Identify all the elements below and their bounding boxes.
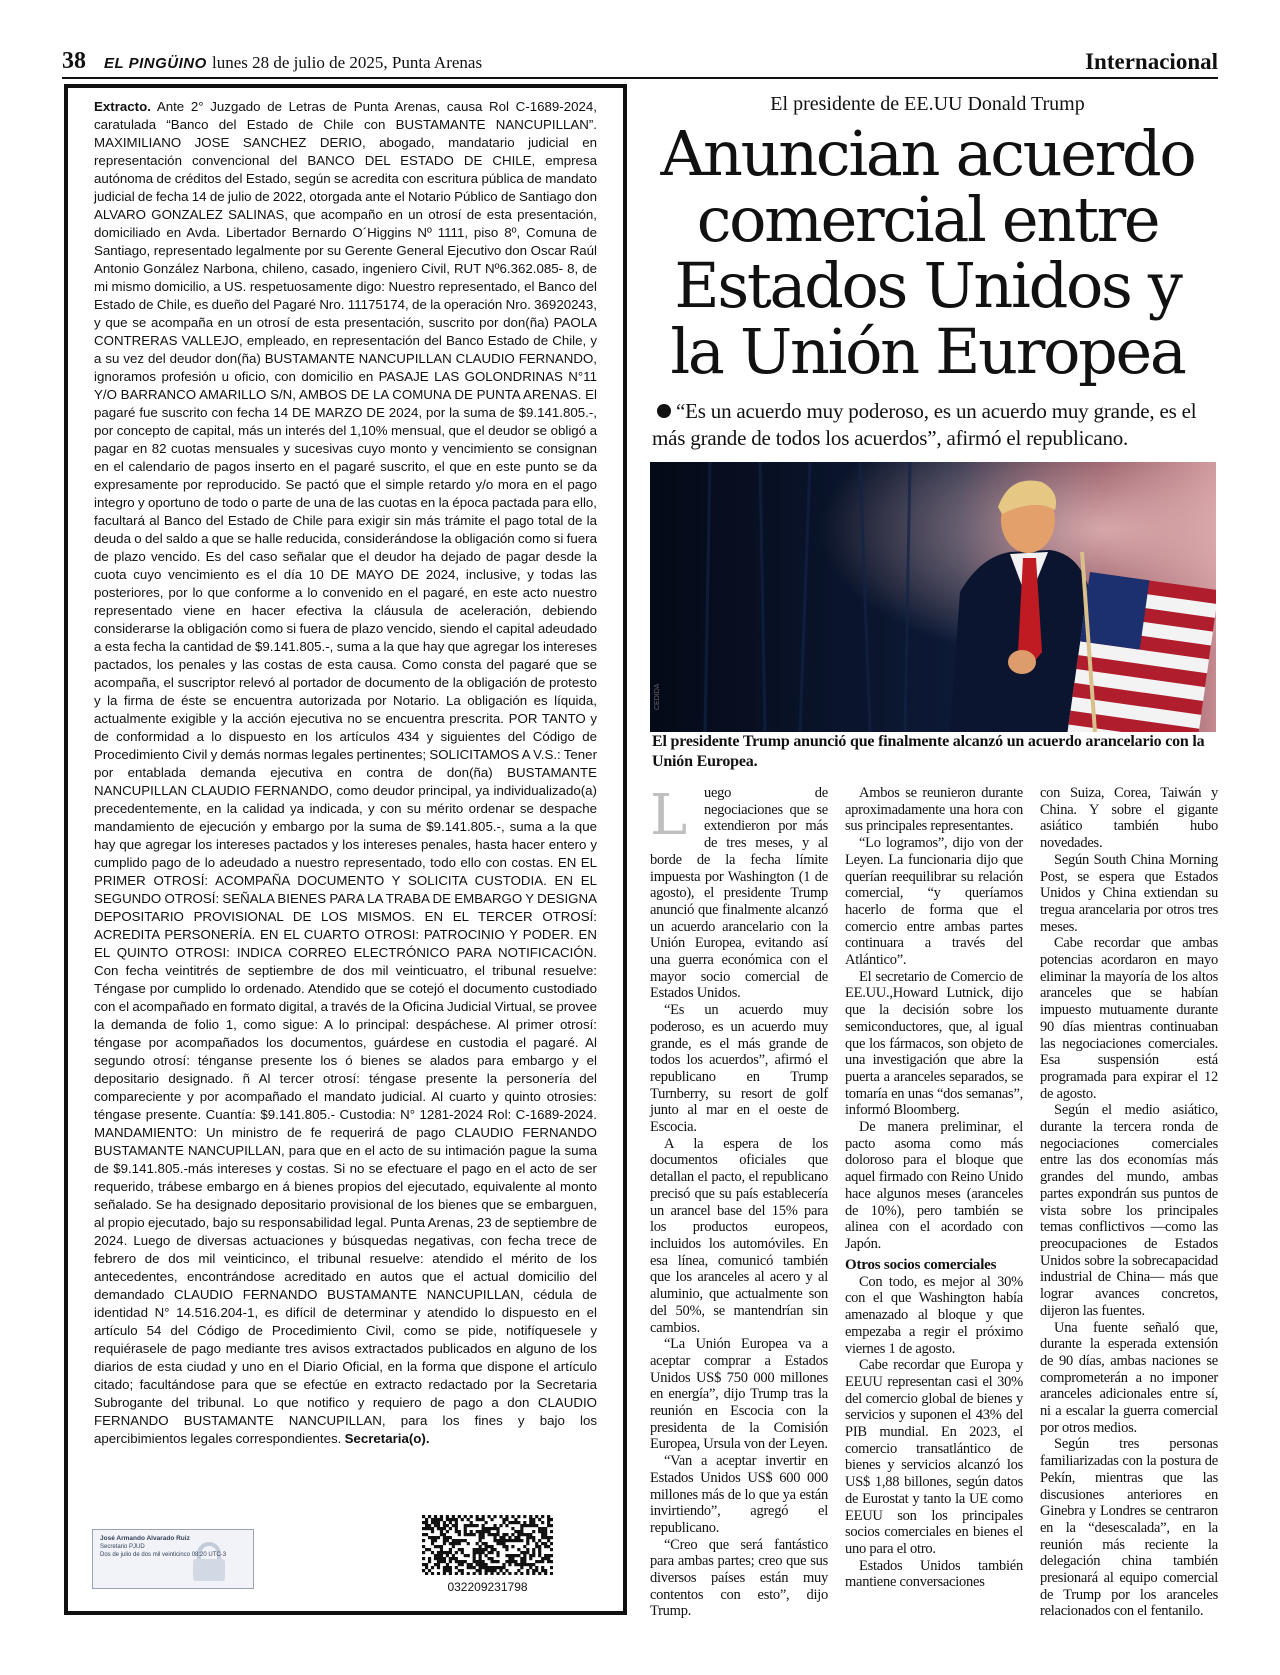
article-subhead: Otros socios comerciales	[845, 1256, 997, 1273]
article-paragraph: “Es un acuerdo muy poderoso, es un acuerdo muy grande, es el más grande de todos los acuerdos”, afirmó el republicano en Trump Turnberry, su resort de golf junto al mar en el oeste de Escocia.	[650, 1002, 828, 1136]
article-paragraph: Estados Unidos también mantiene conversaciones	[845, 1557, 1023, 1591]
header-rule	[62, 77, 1218, 79]
signature-name: José Armando Alvarado Ruiz	[100, 1535, 190, 1542]
signature-title: Secretario PJUD	[100, 1544, 145, 1550]
article-paragraph: Cabe recordar que ambas potencias acordaron en mayo eliminar la mayoría de los altos aranceles que se habían impuesto mutuamente durante 90 días mientras continuaban las negociaciones comerciales. Esa suspensión está programada para expirar el 12 de agosto.	[1040, 935, 1218, 1102]
newspaper-brand: EL PINGÜINO	[104, 55, 207, 72]
notice-body: Ante 2° Juzgado de Letras de Punta Arenas, causa Rol C-1689-2024, caratulada “Banco del Estado de Chile con BUSTAMANTE NANCUPILLAN”. MAXIMILIANO JOSE SANCHEZ DERIO, abogado, mandatario judicial en representación convencional del BANCO DEL ESTADO DE CHILE, empresa autónoma de créditos del Estado, según se acredita con escritura pública de mandato judicial de fecha 14 de julio de 2022, otorgada ante el Notario Público de Santiago don ALVARO GONZALEZ SALINAS, que acompaño en un otrosí de esta presentación, domiciliado en Avda. Libertador Bernardo O´Higgins Nº 1111, piso 8º, Comuna de Santiago, representado legalmente por su Gerente General Ejecutivo don Oscar Raúl Antonio González Narbona, chileno, casado, ingeniero Civil, RUT Nº6.362.085- 8, de mi mismo domicilio, a US. respetuosamente digo: Nuestro representado, el Banco del Estado de Chile, es dueño del Pagaré Nro. 11175174, de la operación Nro. 36920243, y que se acompaña en un otrosí de esta presentación, suscrito por don(ña) PAOLA CONTRERAS VALLEJO, empleado, en representación del Banco Estado de Chile, y a su vez del deudor don(ña) BUSTAMANTE NANCUPILLAN CLAUDIO FERNANDO, ignoramos profesión u oficio, con domicilio en PASAJE LAS GOLONDRINAS N°11 Y/O BARRANCO AMARILLO S/N, AMBOS DE LA COMUNA DE PUNTA ARENAS. El pagaré fue suscrito con fecha 14 DE MARZO DE 2024, por la suma de $9.141.805.-, por concepto de capital, más un interés del 1,10% mensual, que el deudor se obligó a pagar en 82 cuotas mensuales y sucesivas cuyo monto y vencimiento se consignan en el calendario de pagos inserto en el pagaré suscrito, el que en este punto se da expresamente por reproducido. Se pactó que el simple retardo y/o mora en el pago integro y oportuno de todo o parte de una de las cuotas en la época pactada para ello, facultará al Banco del Estado de Chile para exigir sin más trámite el pago total de la deuda o del saldo a que se halle reducida, considerándose la obligación como si fuera de plazo vencido. Es del caso señalar que el deudor ha dejado de pagar desde la cuota cuyo vencimiento es el día 10 DE MAYO DE 2024, inclusive, y todas las posteriores, por lo que conforme a lo convenido en el pagaré, en este acto nuestro representado viene en hacer efectiva la cláusula de aceleración, debiendo considerarse la obligación como si fuera de plazo vencido, siendo el capital adeudado a esta fecha la cantidad de $9.141.805.-, suma a la que hay que agregar los intereses pactados, los penales y las costas de esta causa. Como consta del pagaré que se acompaña, el suscriptor relevó al portador de documento de la obligación de protesto y la firma de éste se encuentra autorizada por Notario. La obligación es líquida, actualmente exigible y la acción ejecutiva no se encuentra prescrita. POR TANTO y de conformidad a lo dispuesto en los artículos 434 y siguientes del Código de Procedimiento Civil y demás normas legales pertinentes; SOLICITAMOS A V.S.: Tener por entablada demanda ejecutiva en contra de don(ña) BUSTAMANTE NANCUPILLAN CLAUDIO FERNANDO, como deudor principal, ya individualizado(a) precedentemente, en la calidad ya indicada, y con su mérito ordenar se despache mandamiento de ejecución y embargo por la suma de $9.141.805.-, suma a la que hay que agregar los intereses pactados y los intereses penales, hasta hacer entero y cumplido pago de lo adeudado a nuestro representado, todo ello con costas. EN EL PRIMER OTROSÍ: ACOMPAÑA DOCUMENTO Y SOLICITA CUSTODIA. EN EL SEGUNDO OTROSÍ: SEÑALA BIENES PARA LA TRABA DE EMBARGO Y DESIGNA DEPOSITARIO PROVISIONAL DE LOS MISMOS. EN EL TERCER OTROSÍ: ACREDITA PERSONERÍA. EN EL CUARTO OTROSI: PATROCINIO Y PODER. EN EL QUINTO OTROSI: INDICA CORREO ELECTRÓNICO PARA NOTIFICACIÓN. Con fecha veintitrés de septiembre de dos mil veinticuatro, el tribunal resuelve: Téngase por cumplido lo ordenado. Atendido que se cotejó el documento custodiado con el acompañado en formato digital, a través de la Oficina Judicial Virtual, se provee la demanda de folio 1, como sigue: A lo principal: despáchese. Al primer otrosí: téngase por acompañados los documentos, guárdese en custodia el pagaré. Al segundo otrosí: ténganse presente los ó bienes se alados para embargo y el depositario designado. ñ Al tercer otrosí: téngase presente la personería del compareciente y por acompañado el mandato judicial. Al cuarto y quinto otrosies: téngase presente. Cuantía: $9.141.805.- Custodia: N° 1281-2024 Rol: C-1689-2024. MANDAMIENTO: Un ministro de fe requerirá de pago CLAUDIO FERNANDO BUSTAMANTE NANCUPILLAN, para que en el acto de su intimación pague la suma de $9.141.805.-más intereses y costas. Si no se efectuare el pago en el acto de ser requerido, trábese embargo en á bienes propios del ejecutado, equivalente al monto señalado. Se ha designado depositario provisional de los bienes que se embarguen, al propio ejecutado, bajo su responsabilidad legal. Punta Arenas, 23 de septiembre de 2024. Luego de diversas actuaciones y búsquedas negativas, con fecha trece de febrero de dos mil veinticinco, el tribunal resuelve: atendido el mérito de los antecedentes, encontrándose acreditado en autos que el actual domicilio del demandado CLAUDIO FERNANDO BUSTAMANTE NANCUPILLAN, cédula de identidad N° 14.516.204-1, es difícil de determinar y atendido lo dispuesto en el artículo 54 del Código de Procedimiento Civil, como se pide, notifíquesele y requiérasele de pago mediante tres avisos extractados publicados en alguno de los diarios de esta ciudad y uno en el Diario Oficial, en la forma que dispone el artículo citado; facultándose para que se efectúe en extracto redactado por la Secretaria Subrogante del tribunal. Lo que notifico y requiero de pago a don CLAUDIO FERNANDO BUSTAMANTE NANCUPILLAN, para los fines y bajo los apercibimientos legales correspondientes.	[94, 99, 597, 1446]
article-paragraph: A la espera de los documentos oficiales que detallan el pacto, el republicano precisó que su país establecería un arancel base del 15% para los productos europeos, incluidos los automóviles. En esa línea, comunicó también que los aranceles al acero y al aluminio, que actualmente son del 50%, se mantendrían sin cambios.	[650, 1135, 828, 1336]
article-column-1	[650, 785, 828, 1620]
digital-signature-stamp	[92, 1529, 254, 1589]
page-number: 38	[62, 48, 86, 74]
signature-date: Dos de julio de dos mil veinticinco 08:20 UTC-3	[100, 1552, 227, 1558]
verification-barcode	[422, 1515, 553, 1575]
legal-notice-text	[94, 98, 597, 1448]
article-paragraph: Según tres personas familiarizadas con la postura de Pekín, mientras que las discusiones anteriores en Ginebra y Londres se centraron en la “desescalada”, en la reunión más reciente la delegación china también presionará al equipo comercial de Trump por los aranceles relacionados con el fentanilo.	[1040, 1436, 1218, 1620]
article-column-2	[845, 785, 1023, 1591]
article-paragraph: Cabe recordar que Europa y EEUU representan casi el 30% del comercio global de bienes y servicios y suponen el 43% del PIB mundial. En 2023, el comercio transatlántico de bienes y servicios alcanzó los US$ 1,88 billones, según datos de Eurostat y tanto la UE como EEUU son los principales socios comerciales en bienes el uno para el otro.	[845, 1357, 1023, 1557]
photo-illustration	[650, 462, 1216, 732]
notice-closing: Secretaria(o).	[344, 1431, 430, 1446]
article-paragraph: “La Unión Europea va a aceptar comprar a Estados Unidos US$ 750 000 millones en energía”, dijo Trump tras la reunión en Escocia con la presidenta de la Comisión Europea, Ursula von der Leyen.	[650, 1336, 828, 1453]
article-paragraph: Según South China Morning Post, se espera que Estados Unidos y China extiendan su tregua arancelaria por otros tres meses.	[1040, 851, 1218, 935]
article-paragraph: Con todo, es mejor al 30% con el que Washington había amenazado al bloque y que empezaba a regir el próximo viernes 1 de agosto.	[845, 1273, 1023, 1357]
article-paragraph: “Lo logramos”, dijo von der Leyen. La funcionaria dijo que querían reequilibrar su relación comercial, “y queríamos hacerlo de forma que el comercio entre ambas partes continuara a través del Atlántico”.	[845, 835, 1023, 969]
article-paragraph: De manera preliminar, el pacto asoma como más doloroso para el bloque que aquel firmado con Reino Unido hace algunos meses (aranceles de 10%), pero también se alinea con el acordado con Japón.	[845, 1119, 1023, 1252]
barcode-number: 032209231798	[447, 1580, 528, 1594]
article-paragraph: Ambos se reunieron durante aproximadamente una hora con sus principales representantes.	[845, 785, 1023, 835]
article-paragraph: “Van a aceptar invertir en Estados Unidos US$ 600 000 millones más de lo que ya están invirtiendo”, agregó el republicano.	[650, 1453, 828, 1536]
drop-cap: L	[650, 783, 687, 848]
article-headline: Anuncian acuerdo comercial entre Estados Unidos y la Unión Europea	[660, 117, 1195, 388]
photo-caption: El presidente Trump anunció que finalmente alcanzó un acuerdo arancelario con la Unión Europea.	[652, 733, 1205, 770]
section-title: Internacional	[1085, 49, 1218, 74]
legal-notice-box	[64, 84, 627, 1615]
article-paragraph: “Creo que será fantástico para ambas partes; creo que sus diversos países están muy contentos con esto”, dijo Trump.	[650, 1536, 828, 1620]
article-paragraph: con Suiza, Corea, Taiwán y China. Y sobre el gigante asiático también hubo novedades.	[1040, 785, 1218, 852]
article-paragraph: Según el medio asiático, durante la tercera ronda de negociaciones comerciales entre las dos economías más grandes del mundo, ambas partes expondrán sus puntos de vista sobre los principales temas conflictivos —como las preocupaciones de Estados Unidos sobre la sobrecapacidad industrial de China— más que lograr avances concretos, dijeron las fuentes.	[1040, 1102, 1218, 1319]
trump-photo	[650, 462, 1216, 732]
notice-lead: Extracto.	[94, 99, 151, 114]
article-paragraph: Una fuente señaló que, durante la esperada extensión de 90 días, ambas naciones se comprometerán a no imponer aranceles adicionales entre sí, ni a escalar la guerra comercial por otros medios.	[1040, 1319, 1218, 1436]
article-paragraph: El secretario de Comercio de EE.UU.,Howard Lutnick, dijo que la decisión sobre los semiconductores, que, al igual que los fármacos, son objeto de una investigación que abre la puerta a aranceles separados, se tomaría en unas “dos semanas”, informó Bloomberg.	[845, 968, 1023, 1119]
photo-credit: CEDIDA	[654, 683, 661, 710]
page-header	[62, 48, 1218, 78]
article-lede: “Es un acuerdo muy poderoso, es un acuerdo muy grande, es el más grande de todos los acuerdos”, afirmó el republicano.	[652, 399, 1197, 450]
date-place: lunes 28 de julio de 2025, Punta Arenas	[212, 53, 483, 72]
article-column-3	[1040, 785, 1218, 1620]
article-paragraph: L uego de negociaciones que se extendieron por más de tres meses, y al borde de la fecha límite impuesta por Washington (1 de agosto), el presidente Trump anunció que finalmente alcanzó un acuerdo arancelario con la Unión Europea, evitando así una guerra económica con el mayor socio comercial de Estados Unidos.	[650, 783, 828, 1002]
article-kicker: El presidente de EE.UU Donald Trump	[770, 93, 1085, 115]
